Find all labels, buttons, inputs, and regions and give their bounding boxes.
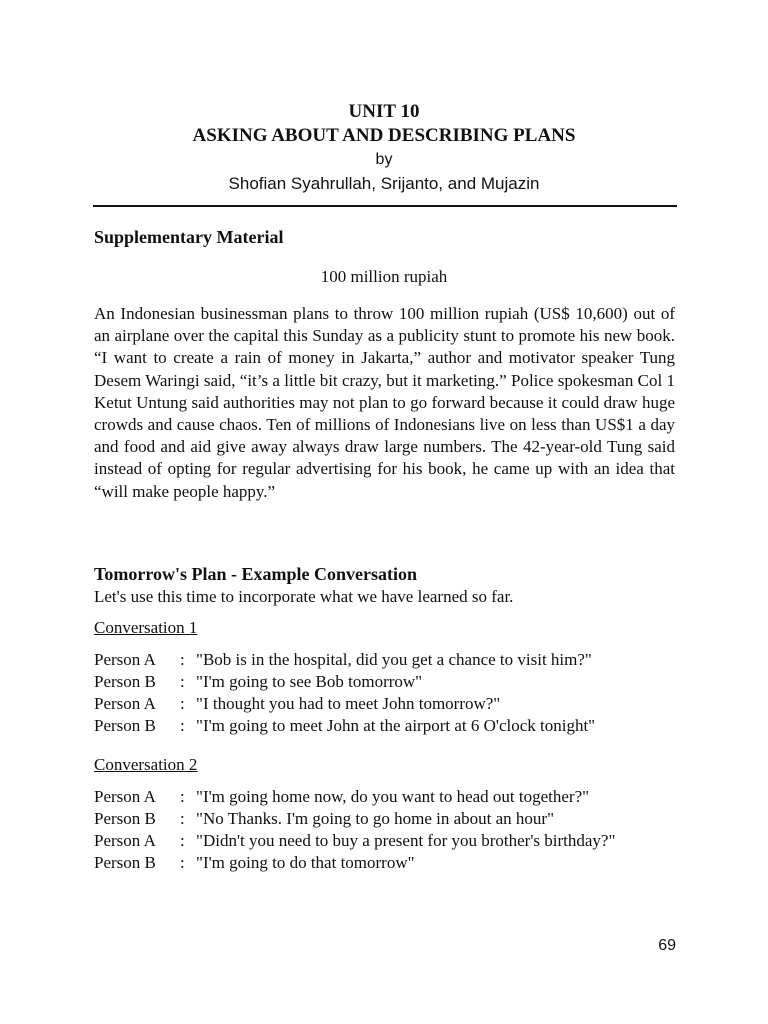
unit-header xyxy=(0,100,768,196)
speaker-label: Person A xyxy=(94,650,156,669)
plan-intro: Let's use this time to incorporate what we have learned so far. xyxy=(94,587,514,606)
dialog-line xyxy=(94,671,684,693)
speaker-label: Person A xyxy=(94,831,156,850)
colon: : xyxy=(180,853,185,872)
speaker-label: Person B xyxy=(94,853,156,872)
dialog-line xyxy=(94,830,684,852)
colon: : xyxy=(180,831,185,850)
utterance: "I'm going home now, do you want to head out together?" xyxy=(196,787,590,806)
utterance: "I'm going to see Bob tomorrow" xyxy=(196,672,423,691)
speaker-label: Person B xyxy=(94,672,156,691)
unit-number: UNIT 10 xyxy=(348,101,420,122)
speaker-label: Person B xyxy=(94,809,156,828)
colon: : xyxy=(180,694,185,713)
colon: : xyxy=(180,672,185,691)
supplementary-heading: Supplementary Material xyxy=(94,227,284,247)
byline: by xyxy=(375,151,393,168)
colon: : xyxy=(180,716,185,735)
utterance: "I thought you had to meet John tomorrow?" xyxy=(196,694,501,713)
dialog-line xyxy=(94,649,684,671)
speaker-label: Person A xyxy=(94,694,156,713)
dialog-line xyxy=(94,693,684,715)
plan-heading: Tomorrow's Plan - Example Conversation xyxy=(94,564,418,584)
conversation-1-dialog xyxy=(94,649,684,737)
colon: : xyxy=(180,650,185,669)
utterance: "I'm going to do that tomorrow" xyxy=(196,853,415,872)
speaker-label: Person B xyxy=(94,716,156,735)
utterance: "Bob is in the hospital, did you get a chance to visit him?" xyxy=(196,650,592,669)
dialog-line xyxy=(94,715,684,737)
dialog-line xyxy=(94,808,684,830)
utterance: "I'm going to meet John at the airport at 6 O'clock tonight" xyxy=(196,716,596,735)
conversation-2-title: Conversation 2 xyxy=(94,755,198,774)
dialog-line xyxy=(94,852,684,874)
article-body: An Indonesian businessman plans to throw 100 million rupiah (US$ 10,600) out of an airplane over the capital this Sunday as a publicity stunt to promote his new book. “I want to create a rain of money in Jakarta,” author and motivator speaker Tung Desem Waringi said, “it’s a little bit crazy, but it marketing.” Police spokesman Col 1 Ketut Untung said authorities may not plan to go forward because it could draw huge crowds and cause chaos. Ten of millions of Indonesians live on less than US$1 a day and food and aid give away always draw large numbers. The 42-year-old Tung said instead of opting for regular advertising for his book, he came up with an idea that “will make people happy.” xyxy=(94,304,675,501)
page-number: 69 xyxy=(658,937,676,954)
utterance: "Didn't you need to buy a present for you brother's birthday?" xyxy=(196,831,616,850)
authors: Shofian Syahrullah, Srijanto, and Mujazin xyxy=(228,174,540,193)
colon: : xyxy=(180,787,185,806)
utterance: "No Thanks. I'm going to go home in about an hour" xyxy=(196,809,555,828)
dialog-line xyxy=(94,786,684,808)
article-title: 100 million rupiah xyxy=(320,267,448,286)
header-divider xyxy=(93,205,677,207)
unit-title: ASKING ABOUT AND DESCRIBING PLANS xyxy=(192,125,576,146)
colon: : xyxy=(180,809,185,828)
conversation-2-dialog xyxy=(94,786,684,874)
conversation-1-title: Conversation 1 xyxy=(94,618,198,637)
speaker-label: Person A xyxy=(94,787,156,806)
